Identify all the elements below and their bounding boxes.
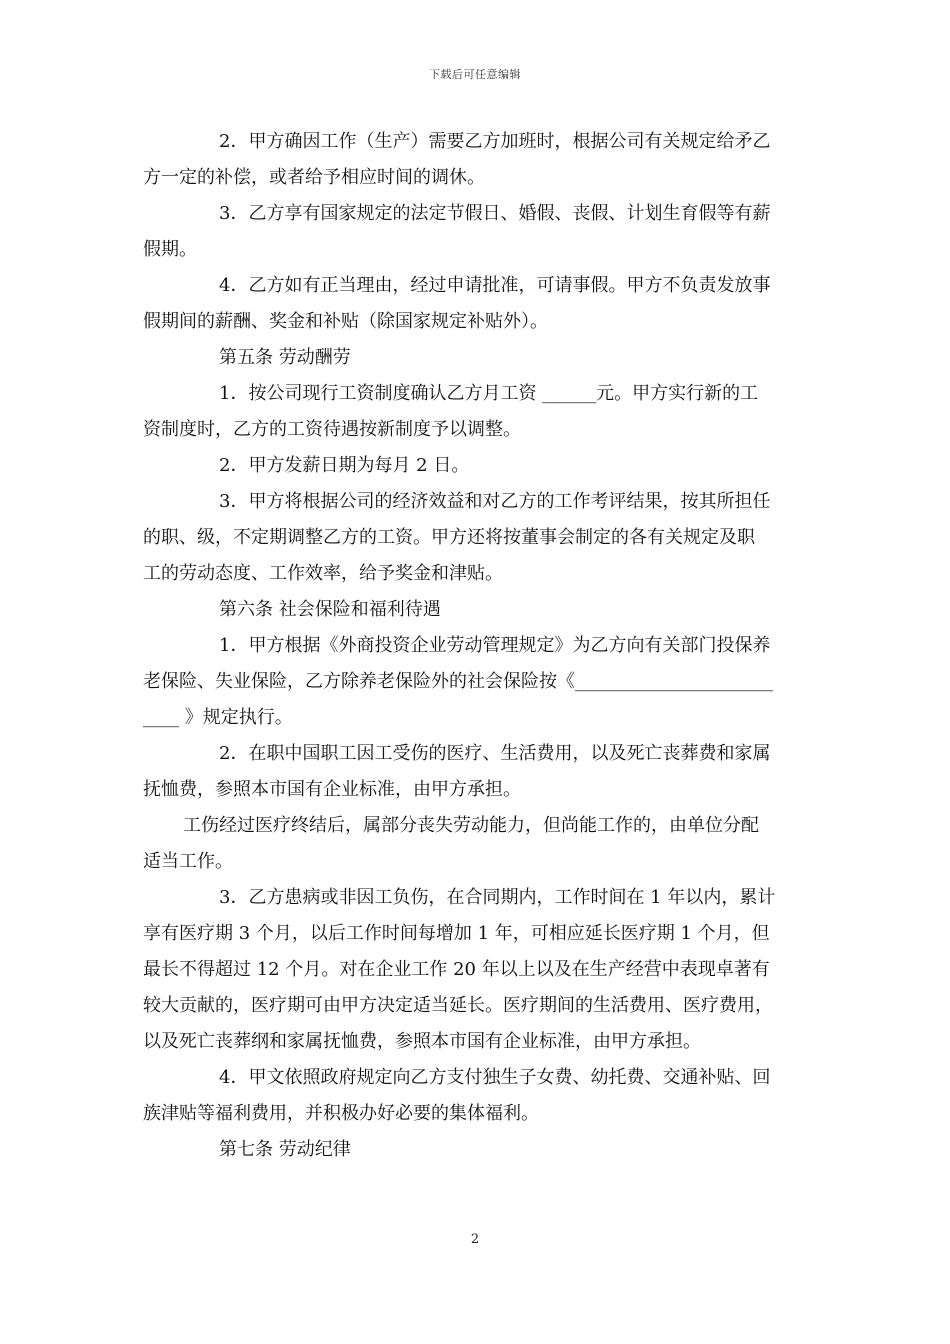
text-line: 老保险、失业保险，乙方除养老保险外的社会保险按《______________________ (143, 671, 773, 692)
text-line: 2．在职中国职工因工受伤的医疗、生活费用，以及死亡丧葬费和家属 (219, 743, 771, 764)
page-number: 2 (470, 1232, 480, 1247)
text-line: 的职、级，不定期调整乙方的工资。甲方还将按董事会制定的各有关规定及职 (143, 527, 755, 548)
text-line: 3．乙方患病或非因工负伤，在合同期内，工作时间在 1 年以内，累计 (219, 887, 776, 908)
paragraph (143, 196, 808, 268)
text-line: 适当工作。 (143, 851, 233, 872)
paragraph (143, 880, 808, 1060)
text-line: 假期。 (143, 239, 197, 260)
text-line: 资制度时，乙方的工资待遇按新制度予以调整。 (143, 419, 521, 440)
text-line: 2．甲方发薪日期为每月 2 日。 (219, 455, 470, 476)
text-line: 抚恤费，参照本市国有企业标准，由甲方承担。 (143, 779, 521, 800)
text-line: 最长不得超过 12 个月。对在企业工作 20 年以上以及在生产经营中表现卓著有 (143, 959, 770, 980)
paragraph (143, 1060, 808, 1132)
paragraph (143, 628, 808, 736)
text-line: 族津贴等福利费用，并积极办好必要的集体福利。 (143, 1103, 539, 1124)
text-line: 第七条 劳动纪律 (219, 1139, 351, 1160)
text-line: 工的劳动态度、工作效率，给予奖金和津贴。 (143, 563, 503, 584)
text-line: 假期间的薪酬、奖金和补贴（除国家规定补贴外）。 (143, 311, 548, 332)
text-line: 1．按公司现行工资制度确认乙方月工资 ______元。甲方实行新的工 (219, 383, 759, 404)
text-line: 工伤经过医疗终结后，属部分丧失劳动能力，但尚能工作的，由单位分配 (183, 815, 759, 836)
page-header: 下载后可任意编辑 (429, 68, 521, 81)
text-line: 第五条 劳动酬劳 (219, 347, 351, 368)
text-line: 方一定的补偿，或者给予相应时间的调休。 (143, 167, 485, 188)
text-line: 2．甲方确因工作（生产）需要乙方加班时，根据公司有关规定给矛乙 (219, 131, 771, 152)
document-body (143, 124, 808, 1168)
paragraph (143, 808, 808, 880)
text-line: 享有医疗期 3 个月，以后工作时间每增加 1 年，可相应延长医疗期 1 个月，但 (143, 923, 770, 944)
text-line: ____ 》规定执行。 (143, 707, 293, 728)
paragraph (143, 484, 808, 592)
text-line: 3．乙方享有国家规定的法定节假日、婚假、丧假、计划生育假等有薪 (219, 203, 771, 224)
text-line: 3．甲方将根据公司的经济效益和对乙方的工作考评结果，按其所担任 (219, 491, 771, 512)
paragraph (143, 1132, 808, 1168)
paragraph (143, 736, 808, 808)
paragraph (143, 268, 808, 340)
paragraph (143, 448, 808, 484)
paragraph (143, 124, 808, 196)
paragraph (143, 340, 808, 376)
paragraph (143, 376, 808, 448)
paragraph (143, 592, 808, 628)
text-line: 4．乙方如有正当理由，经过申请批准，可请事假。甲方不负责发放事 (219, 275, 771, 296)
text-line: 第六条 社会保险和福利待遇 (219, 599, 441, 620)
text-line: 4．甲文依照政府规定向乙方支付独生子女费、幼托费、交通补贴、回 (219, 1067, 771, 1088)
text-line: 以及死亡丧葬纲和家属抚恤费，参照本市国有企业标准，由甲方承担。 (143, 1031, 701, 1052)
text-line: 1．甲方根据《外商投资企业劳动管理规定》为乙方向有关部门投保养 (219, 635, 771, 656)
text-line: 较大贡献的，医疗期可由甲方决定适当延长。医疗期间的生活费用、医疗费用， (143, 995, 773, 1016)
